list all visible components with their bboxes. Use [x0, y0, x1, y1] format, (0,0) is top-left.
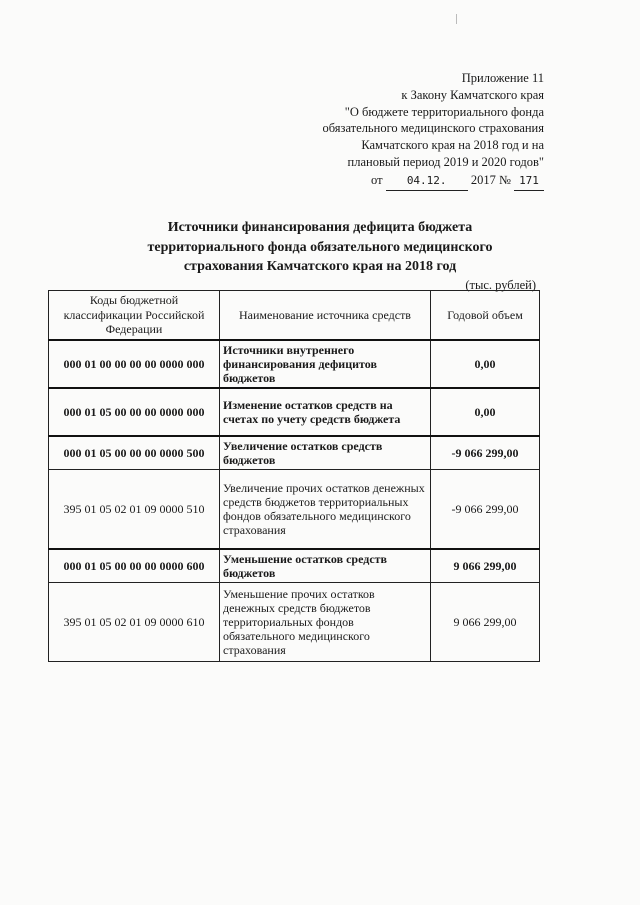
row-amount: -9 066 299,00: [431, 470, 540, 550]
table-row: [49, 583, 540, 662]
appendix-line: к Закону Камчатского края: [401, 87, 544, 102]
law-number: 171: [514, 173, 544, 191]
header-name: Наименование источника средств: [220, 291, 431, 341]
appendix-line: "О бюджете территориального фонда: [344, 104, 544, 119]
row-name: Увеличение остатков средств бюджетов: [220, 436, 431, 470]
row-amount: -9 066 299,00: [431, 436, 540, 470]
row-code: 000 01 05 00 00 00 0000 000: [49, 388, 220, 436]
units-label: (тыс. рублей): [465, 278, 536, 292]
title-line: страхования Камчатского края на 2018 год: [183, 259, 457, 274]
row-code: 000 01 00 00 00 00 0000 000: [49, 340, 220, 388]
table-header-row: [49, 291, 540, 341]
appendix-line: Камчатского края на 2018 год и на: [361, 138, 544, 153]
date-value: 04.12.: [386, 173, 468, 191]
year-text: 2017: [470, 172, 496, 187]
row-code: 395 01 05 02 01 09 0000 610: [49, 583, 220, 662]
row-amount: 0,00: [431, 340, 540, 388]
table-row: [49, 340, 540, 388]
appendix-header: [244, 70, 544, 191]
date-number-line: [244, 172, 544, 191]
table-row: [49, 549, 540, 583]
header-codes: Коды бюджетной классификации Российской Федерации: [49, 291, 220, 341]
row-amount: 9 066 299,00: [431, 583, 540, 662]
appendix-line: плановый период 2019 и 2020 годов": [347, 154, 544, 169]
scan-artifact: [456, 14, 457, 24]
table-row: [49, 436, 540, 470]
date-prefix: от: [371, 172, 383, 187]
row-name: Уменьшение прочих остатков денежных средств бюджетов территориальных фондов обязательного медицинского страхования: [220, 583, 431, 662]
appendix-line: обязательного медицинского страхования: [322, 121, 544, 136]
row-code: 395 01 05 02 01 09 0000 510: [49, 470, 220, 550]
title-line: территориального фонда обязательного медицинского: [147, 239, 493, 255]
row-name: Источники внутреннего финансирования дефицитов бюджетов: [220, 340, 431, 388]
header-amount: Годовой объем: [431, 291, 540, 341]
row-amount: 9 066 299,00: [431, 549, 540, 583]
row-name: Уменьшение остатков средств бюджетов: [220, 549, 431, 583]
appendix-line: Приложение 11: [461, 71, 544, 85]
row-name: Изменение остатков средств на счетах по учету средств бюджета: [220, 388, 431, 436]
row-code: 000 01 05 00 00 00 0000 600: [49, 549, 220, 583]
row-name: Увеличение прочих остатков денежных средств бюджетов территориальных фондов обязательного медицинского страхования: [220, 470, 431, 550]
row-code: 000 01 05 00 00 00 0000 500: [49, 436, 220, 470]
row-amount: 0,00: [431, 388, 540, 436]
document-title: [60, 218, 580, 277]
sources-table: [48, 290, 540, 662]
number-sign: №: [498, 172, 511, 187]
table-row: [49, 388, 540, 436]
title-line: Источники финансирования дефицита бюджета: [167, 220, 473, 235]
table-row: [49, 470, 540, 550]
